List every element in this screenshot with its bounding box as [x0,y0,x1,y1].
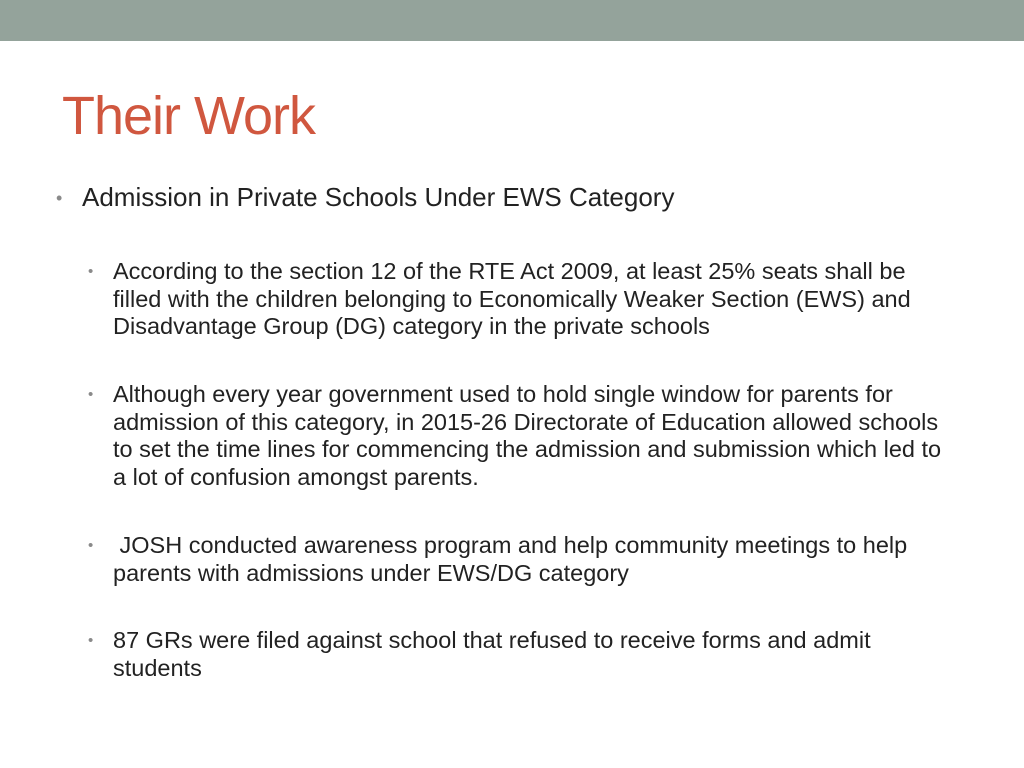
bullet-dot-icon: • [88,632,94,649]
sub-bullet-item [88,532,958,587]
top-accent-bar [0,0,1024,41]
bullet-dot-icon: • [88,386,94,403]
slide-title: Their Work [62,86,316,146]
sub-bullet-item [88,258,958,341]
main-bullet [56,182,674,213]
sub-bullet-item [88,627,958,682]
sub-bullet-text: Although every year government used to hold single window for parents for admission of this category, in 2015-26 Directorate of Education allowed schools to set the time lines for commencing the admission and submission which led to a lot of confusion amongst parents. [113,381,942,490]
sub-bullet-item [88,381,958,491]
bullet-dot-icon: • [88,263,94,280]
bullet-dot-icon: • [88,537,94,554]
main-bullet-text: Admission in Private Schools Under EWS Category [82,182,675,212]
bullet-dot-icon: • [56,188,63,209]
sub-bullet-text: 87 GRs were filed against school that refused to receive forms and admit students [113,627,871,681]
sub-bullet-text: JOSH conducted awareness program and help community meetings to help parents with admissions under EWS/DG category [113,532,914,586]
sub-bullet-text: According to the section 12 of the RTE Act 2009, at least 25% seats shall be filled with the children belonging to Economically Weaker Section (EWS) and Disadvantage Group (DG) category in the private schools [113,258,911,339]
